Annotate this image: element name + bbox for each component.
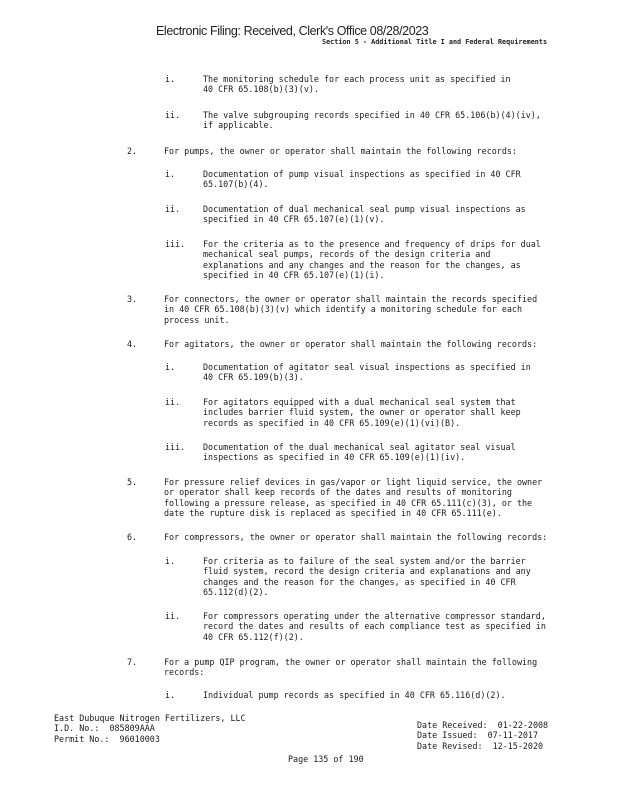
list-item-text: Documentation of the dual mechanical seal agitator seal visual inspections as specified in 40 CFR 65.109(e)(1)(iv). [203, 442, 516, 463]
list-item-text: For pressure relief devices in gas/vapor or light liquid service, the owner or operator shall keep records of the dates and results of monitoring following a pressure release, as specified in 40 CFR 65.111(c)(3), or the date the rupture disk is replaced as specified in 40 CFR 65.111(e). [164, 477, 543, 519]
item-number: 7. [127, 657, 138, 667]
item-number: 2. [127, 146, 138, 156]
list-item-text: For criteria as to failure of the seal system and/or the barrier fluid system, record the design criteria and explanations and any changes and the reason for the changes, as specified in 40 CFR 65.112(d)(2). [203, 556, 531, 598]
list-item-text: For compressors operating under the alternative compressor standard, record the dates and results of each compliance test as specified in 40 CFR 65.112(f)(2). [203, 611, 546, 642]
item-number: iii. [165, 239, 186, 249]
item-number: 3. [127, 294, 138, 304]
item-number: ii. [165, 397, 181, 407]
list-item-text: For a pump QIP program, the owner or operator shall maintain the following records: [164, 657, 538, 678]
item-number: i. [165, 362, 176, 372]
item-number: ii. [165, 204, 181, 214]
item-number: 4. [127, 339, 138, 349]
list-item-text: The monitoring schedule for each process unit as specified in 40 CFR 65.108(b)(3)(v). [203, 74, 511, 95]
item-number: 6. [127, 532, 138, 542]
item-number: i. [165, 556, 176, 566]
list-item-text: For agitators, the owner or operator shall maintain the following records: [164, 339, 538, 349]
page-number: Page 135 of 190 [288, 754, 364, 764]
list-item-text: Documentation of agitator seal visual inspections as specified in 40 CFR 65.109(b)(3). [203, 362, 531, 383]
list-item-text: Individual pump records as specified in 40 CFR 65.116(d)(2). [203, 690, 506, 700]
section-header: Section 5 - Additional Title I and Federal Requirements [322, 38, 548, 46]
item-number: ii. [165, 110, 181, 120]
permit-dates: Date Received: 01-22-2008 Date Issued: 07-11-2017 Date Revised: 12-15-2020 [417, 720, 549, 751]
list-item-text: For connectors, the owner or operator shall maintain the records specified in 40 CFR 65.108(b)(3)(v) which identify a monitoring schedule for each process unit. [164, 294, 538, 325]
item-number: 5. [127, 477, 138, 487]
item-number: i. [165, 74, 176, 84]
item-number: iii. [165, 442, 186, 452]
list-item-text: Documentation of pump visual inspections as specified in 40 CFR 65.107(b)(4). [203, 169, 521, 190]
list-item-text: The valve subgrouping records specified in 40 CFR 65.106(b)(4)(iv), if applicable. [203, 110, 541, 131]
list-item-text: For compressors, the owner or operator shall maintain the following records: [164, 532, 548, 542]
item-number: i. [165, 169, 176, 179]
item-number: ii. [165, 611, 181, 621]
facility-info: East Dubuque Nitrogen Fertilizers, LLC I.D. No.: 085809AAA Permit No.: 96010003 [54, 713, 246, 744]
list-item-text: For agitators equipped with a dual mechanical seal system that includes barrier fluid system, the owner or operator shall keep records as specified in 40 CFR 65.109(e)(1)(vi)(B). [203, 397, 521, 428]
list-item-text: For pumps, the owner or operator shall maintain the following records: [164, 146, 517, 156]
item-number: i. [165, 690, 176, 700]
list-item-text: For the criteria as to the presence and frequency of drips for dual mechanical seal pumps, records of the design criteria and explanations and any changes and the reason for the changes, as specified in 40 CFR 65.107(e)(1)(i). [203, 239, 541, 281]
filing-stamp: Electronic Filing: Received, Clerk's Office 08/28/2023 [156, 24, 429, 38]
list-item-text: Documentation of dual mechanical seal pump visual inspections as specified in 40 CFR 65.107(e)(1)(v). [203, 204, 526, 225]
